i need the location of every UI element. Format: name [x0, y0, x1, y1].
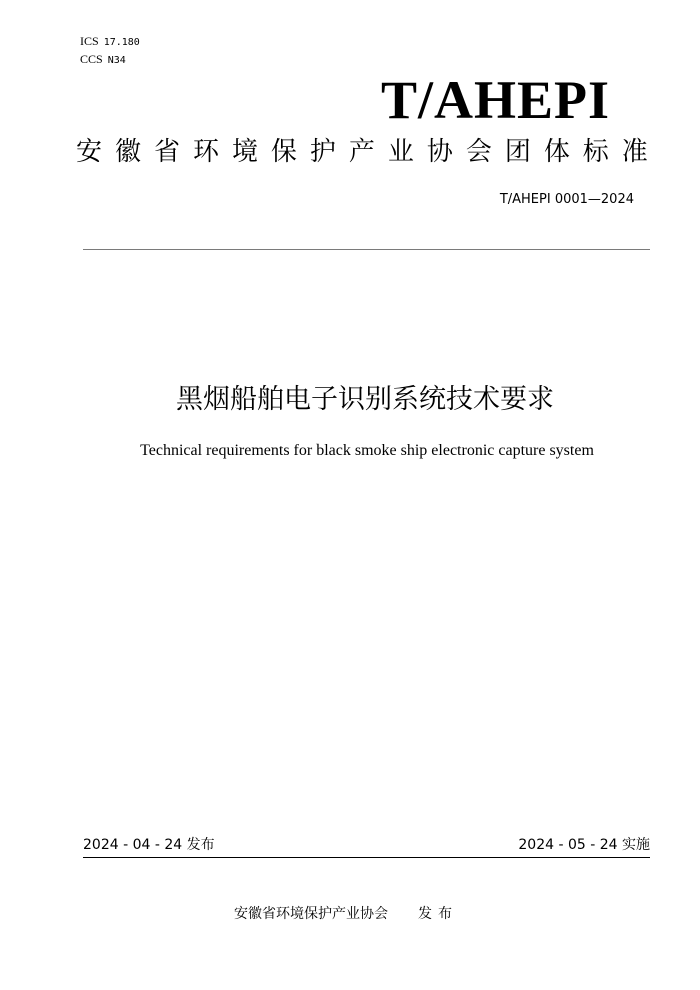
ccs-value: N34	[107, 55, 126, 66]
publish-date: 2024 - 04 - 24 发布	[83, 837, 215, 853]
org-title-char: 产	[348, 137, 375, 167]
issuer-organization: 安徽省环境保护产业协会	[234, 906, 388, 922]
standard-number: T/AHEPI 0001—2024	[499, 192, 634, 207]
brand-logo-text: T/AHEPI	[380, 70, 610, 130]
org-title-char: 安	[76, 137, 103, 167]
ccs-code	[80, 52, 126, 68]
ics-label: ICS	[80, 34, 99, 48]
document-title-en: Technical requirements for black smoke ship electronic capture system	[140, 442, 594, 459]
ics-code	[80, 34, 140, 50]
org-title-char: 准	[621, 137, 648, 167]
org-title-char: 徽	[114, 137, 141, 167]
org-title-char: 协	[426, 137, 453, 167]
document-title-zh: 黑烟船舶电子识别系统技术要求	[176, 384, 554, 415]
org-title-char: 业	[387, 137, 414, 167]
org-title-char: 保	[270, 137, 297, 167]
org-title-char: 团	[504, 137, 531, 167]
org-title-char: 体	[543, 137, 570, 167]
issuer-action: 发布	[418, 906, 458, 922]
organization-standard-title	[76, 134, 648, 170]
top-divider	[83, 249, 650, 250]
issuer-line	[234, 904, 458, 924]
org-title-char: 环	[192, 137, 219, 167]
org-title-char: 境	[231, 137, 258, 167]
org-title-char: 会	[465, 137, 492, 167]
org-title-char: 省	[153, 137, 180, 167]
implement-date: 2024 - 05 - 24 实施	[518, 837, 650, 853]
ccs-label: CCS	[80, 52, 103, 66]
org-title-char: 护	[309, 137, 336, 167]
bottom-divider	[83, 857, 650, 858]
org-title-char: 标	[582, 137, 609, 167]
ics-value: 17.180	[103, 37, 140, 48]
